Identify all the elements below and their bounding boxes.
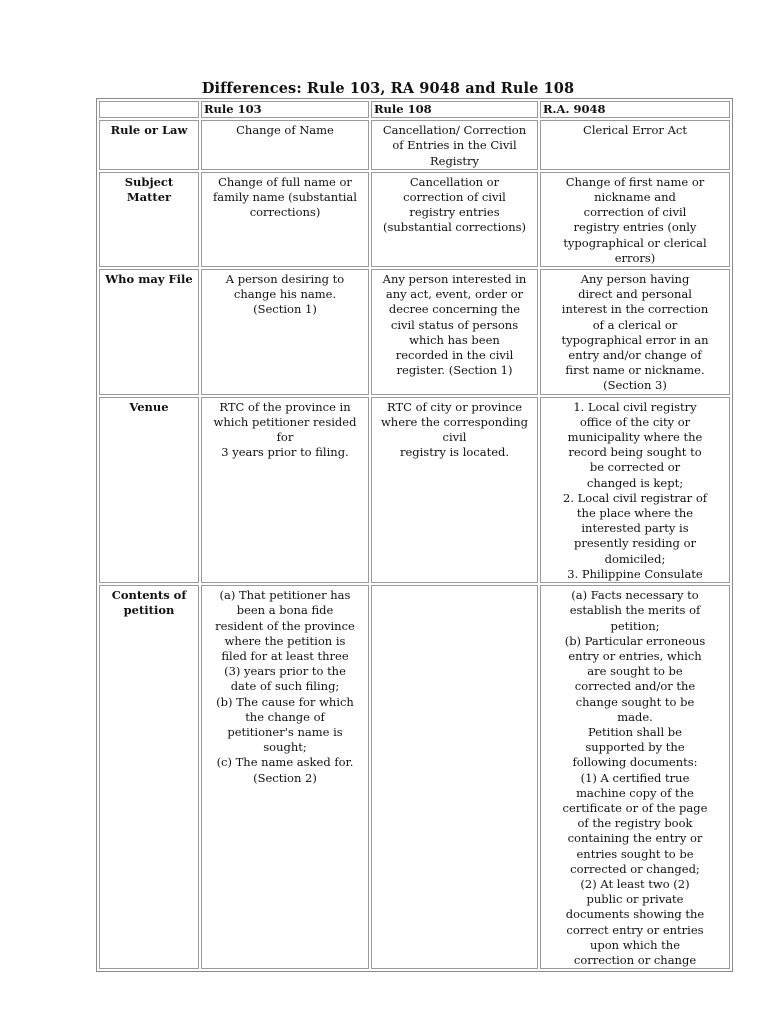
- table-row-contents-of-petition: [99, 585, 730, 969]
- cell-rule-103: Change of full name or family name (substantial corrections): [201, 172, 369, 267]
- cell-rule-108: Cancellation or correction of civil registry entries (substantial corrections): [371, 172, 538, 267]
- cell-rule-103: (a) That petitioner has been a bona fide resident of the province where the petition is filed for at least three (3) years prior to the date of such filing; (b) The cause for which the change of petitioner's name is sought; (c) The name asked for. (Section 2): [201, 585, 369, 969]
- cell-rule-108: Any person interested in any act, event, order or decree concerning the civil status of persons which has been recorded in the civil register. (Section 1): [371, 269, 538, 395]
- document-title: Differences: Rule 103, RA 9048 and Rule 108: [201, 80, 575, 97]
- table-row-subject-matter: [99, 172, 730, 267]
- cell-ra-9048: Clerical Error Act: [540, 120, 730, 170]
- table-row-venue: [99, 397, 730, 583]
- table-row-who-may-file: [99, 269, 730, 395]
- table-row-rule-or-law: [99, 120, 730, 170]
- header-ra-9048: R.A. 9048: [540, 101, 730, 118]
- header-cell-empty: [99, 101, 199, 118]
- cell-rule-108: RTC of city or province where the corresponding civil registry is located.: [371, 397, 538, 583]
- cell-rule-108: Cancellation/ Correction of Entries in the Civil Registry: [371, 120, 538, 170]
- row-label: Contents of petition: [99, 585, 199, 969]
- row-label: Venue: [99, 397, 199, 583]
- cell-ra-9048: Change of first name or nickname and correction of civil registry entries (only typographical or clerical errors): [540, 172, 730, 267]
- row-label: Rule or Law: [99, 120, 199, 170]
- header-rule-108: Rule 108: [371, 101, 538, 118]
- table-header-row: [99, 101, 730, 118]
- row-label: Who may File: [99, 269, 199, 395]
- comparison-table: [96, 98, 733, 972]
- cell-rule-103: Change of Name: [201, 120, 369, 170]
- row-label: Subject Matter: [99, 172, 199, 267]
- cell-ra-9048: 1. Local civil registry office of the city or municipality where the record being sought to be corrected or changed is kept; 2. Local civil registrar of the place where the interested party is presently residing or domiciled; 3. Philippine Consulate: [540, 397, 730, 583]
- cell-rule-103: A person desiring to change his name. (Section 1): [201, 269, 369, 395]
- cell-ra-9048: Any person having direct and personal interest in the correction of a clerical or typographical error in an entry and/or change of first name or nickname. (Section 3): [540, 269, 730, 395]
- cell-rule-108: [371, 585, 538, 969]
- header-rule-103: Rule 103: [201, 101, 369, 118]
- cell-rule-103: RTC of the province in which petitioner resided for 3 years prior to filing.: [201, 397, 369, 583]
- cell-ra-9048: (a) Facts necessary to establish the merits of petition; (b) Particular erroneous entry or entries, which are sought to be corrected and/or the change sought to be made. Petition shall be supported by the following documents: (1) A certified true machine copy of the certificate or of the page of the registry book containing the entry or entries sought to be corrected or changed; (2) At least two (2) public or private documents showing the correct entry or entries upon which the correction or change: [540, 585, 730, 969]
